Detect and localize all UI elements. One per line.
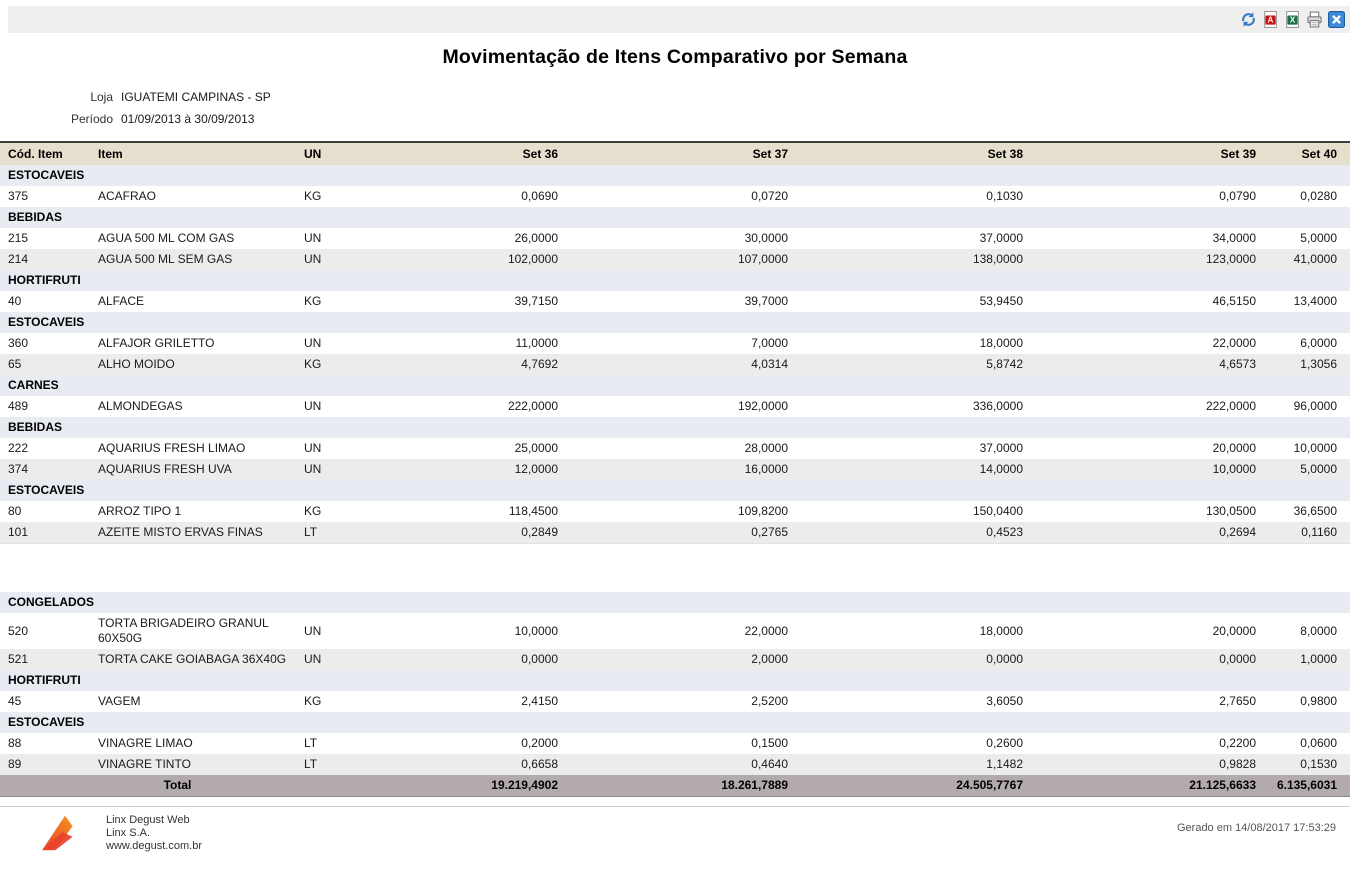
cell-week-value: 22,0000 xyxy=(1035,333,1268,354)
loja-label: Loja xyxy=(90,90,113,104)
table-row xyxy=(0,613,1350,649)
col-header-5: Set 38 xyxy=(800,142,1035,165)
table-row xyxy=(0,291,1350,312)
cell-week-value: 7,0000 xyxy=(570,333,800,354)
cell-week-value: 1,3056 xyxy=(1268,354,1350,375)
cell-week-value: 12,0000 xyxy=(355,459,570,480)
cell-week-value: 8,0000 xyxy=(1268,613,1350,649)
col-header-4: Set 37 xyxy=(570,142,800,165)
cell-week-value: 0,4640 xyxy=(570,754,800,775)
cell-un: LT xyxy=(296,733,355,754)
cell-week-value: 39,7000 xyxy=(570,291,800,312)
cell-cod-item: 375 xyxy=(0,186,90,207)
cell-week-value: 0,0000 xyxy=(800,649,1035,670)
category-row xyxy=(0,312,1350,333)
cell-week-value: 36,6500 xyxy=(1268,501,1350,522)
cell-week-value: 138,0000 xyxy=(800,249,1035,270)
linx-logo-icon xyxy=(34,812,96,852)
cell-week-value: 96,0000 xyxy=(1268,396,1350,417)
category-label: ESTOCAVEIS xyxy=(0,712,1350,733)
cell-cod-item: 489 xyxy=(0,396,90,417)
cell-week-value: 0,9828 xyxy=(1035,754,1268,775)
cell-un: KG xyxy=(296,691,355,712)
cell-week-value: 1,0000 xyxy=(1268,649,1350,670)
excel-export-icon[interactable] xyxy=(1284,11,1301,28)
category-label: BEBIDAS xyxy=(0,417,1350,438)
cell-week-value: 16,0000 xyxy=(570,459,800,480)
cell-week-value: 0,0690 xyxy=(355,186,570,207)
cell-week-value: 109,8200 xyxy=(570,501,800,522)
cell-cod-item: 222 xyxy=(0,438,90,459)
cell-week-value: 3,6050 xyxy=(800,691,1035,712)
cell-week-value: 0,0000 xyxy=(355,649,570,670)
periodo-label: Período xyxy=(70,112,113,126)
cell-week-value: 0,0000 xyxy=(1035,649,1268,670)
table-row xyxy=(0,186,1350,207)
cell-cod-item: 215 xyxy=(0,228,90,249)
category-row xyxy=(0,207,1350,228)
category-label: HORTIFRUTI xyxy=(0,270,1350,291)
cell-cod-item: 101 xyxy=(0,522,90,544)
category-row xyxy=(0,712,1350,733)
cell-un: UN xyxy=(296,649,355,670)
cell-week-value: 2,4150 xyxy=(355,691,570,712)
cell-week-value: 4,7692 xyxy=(355,354,570,375)
cell-un: UN xyxy=(296,228,355,249)
cell-item-name: ALFACE xyxy=(90,291,296,312)
report-table xyxy=(0,141,1350,797)
col-header-1: Item xyxy=(90,142,296,165)
cell-un: LT xyxy=(296,754,355,775)
cell-week-value: 0,6658 xyxy=(355,754,570,775)
cell-cod-item: 89 xyxy=(0,754,90,775)
print-icon[interactable] xyxy=(1306,11,1323,28)
cell-cod-item: 520 xyxy=(0,613,90,649)
cell-week-value: 0,0790 xyxy=(1035,186,1268,207)
cell-week-value: 0,2000 xyxy=(355,733,570,754)
cell-item-name: AZEITE MISTO ERVAS FINAS xyxy=(90,522,296,544)
cell-un: UN xyxy=(296,396,355,417)
cell-week-value: 10,0000 xyxy=(1035,459,1268,480)
category-label: ESTOCAVEIS xyxy=(0,480,1350,501)
cell-un: KG xyxy=(296,186,355,207)
loja-value: IGUATEMI CAMPINAS - SP xyxy=(121,90,271,104)
cell-week-value: 34,0000 xyxy=(1035,228,1268,249)
cell-item-name: VAGEM xyxy=(90,691,296,712)
cell-week-value: 0,1030 xyxy=(800,186,1035,207)
cell-week-value: 0,2849 xyxy=(355,522,570,544)
footer-company: Linx S.A. xyxy=(106,827,151,839)
section-gap-cell xyxy=(0,544,1350,593)
report-header-info xyxy=(38,90,1350,126)
table-row xyxy=(0,228,1350,249)
total-week-value: 19.219,4902 xyxy=(355,775,570,797)
total-week-value: 24.505,7767 xyxy=(800,775,1035,797)
periodo-value: 01/09/2013 à 30/09/2013 xyxy=(121,112,255,126)
refresh-icon[interactable] xyxy=(1240,11,1257,28)
cell-item-name: ACAFRAO xyxy=(90,186,296,207)
cell-week-value: 2,7650 xyxy=(1035,691,1268,712)
cell-week-value: 222,0000 xyxy=(355,396,570,417)
category-label: BEBIDAS xyxy=(0,207,1350,228)
table-row xyxy=(0,501,1350,522)
col-header-7: Set 40 xyxy=(1268,142,1350,165)
category-row xyxy=(0,417,1350,438)
cell-week-value: 30,0000 xyxy=(570,228,800,249)
cell-item-name: ALFAJOR GRILETTO xyxy=(90,333,296,354)
cell-week-value: 22,0000 xyxy=(570,613,800,649)
cell-week-value: 18,0000 xyxy=(800,333,1035,354)
cell-week-value: 46,5150 xyxy=(1035,291,1268,312)
cell-cod-item: 88 xyxy=(0,733,90,754)
category-row xyxy=(0,480,1350,501)
cell-week-value: 192,0000 xyxy=(570,396,800,417)
total-row xyxy=(0,775,1350,797)
page-title: Movimentação de Itens Comparativo por Semana xyxy=(442,46,908,68)
cell-week-value: 37,0000 xyxy=(800,438,1035,459)
generated-timestamp: Gerado em 14/08/2017 17:53:29 xyxy=(1176,822,1336,834)
cell-item-name: ARROZ TIPO 1 xyxy=(90,501,296,522)
cell-un: UN xyxy=(296,459,355,480)
cell-week-value: 28,0000 xyxy=(570,438,800,459)
cell-week-value: 11,0000 xyxy=(355,333,570,354)
cell-week-value: 10,0000 xyxy=(355,613,570,649)
cell-un: KG xyxy=(296,501,355,522)
category-row xyxy=(0,375,1350,396)
cell-week-value: 5,0000 xyxy=(1268,459,1350,480)
category-label: CARNES xyxy=(0,375,1350,396)
cell-week-value: 5,8742 xyxy=(800,354,1035,375)
cell-item-name: ALMONDEGAS xyxy=(90,396,296,417)
cell-week-value: 0,1530 xyxy=(1268,754,1350,775)
cell-week-value: 107,0000 xyxy=(570,249,800,270)
cell-week-value: 2,0000 xyxy=(570,649,800,670)
close-icon[interactable] xyxy=(1328,11,1345,28)
cell-week-value: 123,0000 xyxy=(1035,249,1268,270)
category-row xyxy=(0,270,1350,291)
cell-un: KG xyxy=(296,354,355,375)
cell-week-value: 2,5200 xyxy=(570,691,800,712)
col-header-6: Set 39 xyxy=(1035,142,1268,165)
cell-week-value: 20,0000 xyxy=(1035,613,1268,649)
cell-item-name: AGUA 500 ML COM GAS xyxy=(90,228,296,249)
cell-week-value: 39,7150 xyxy=(355,291,570,312)
cell-week-value: 20,0000 xyxy=(1035,438,1268,459)
cell-week-value: 13,4000 xyxy=(1268,291,1350,312)
total-week-value: 18.261,7889 xyxy=(570,775,800,797)
col-header-2: UN xyxy=(296,142,355,165)
cell-week-value: 0,2765 xyxy=(570,522,800,544)
table-row xyxy=(0,396,1350,417)
cell-cod-item: 214 xyxy=(0,249,90,270)
col-header-3: Set 36 xyxy=(355,142,570,165)
cell-cod-item: 65 xyxy=(0,354,90,375)
cell-week-value: 130,0500 xyxy=(1035,501,1268,522)
cell-item-name: VINAGRE TINTO xyxy=(90,754,296,775)
footer-product: Linx Degust Web xyxy=(106,814,190,826)
category-label: CONGELADOS xyxy=(0,592,1350,613)
cell-week-value: 18,0000 xyxy=(800,613,1035,649)
cell-week-value: 0,0600 xyxy=(1268,733,1350,754)
category-label: ESTOCAVEIS xyxy=(0,312,1350,333)
cell-week-value: 4,0314 xyxy=(570,354,800,375)
cell-week-value: 26,0000 xyxy=(355,228,570,249)
cell-item-name: AGUA 500 ML SEM GAS xyxy=(90,249,296,270)
cell-week-value: 25,0000 xyxy=(355,438,570,459)
svg-text:X: X xyxy=(1289,15,1296,25)
table-row xyxy=(0,354,1350,375)
cell-cod-item: 45 xyxy=(0,691,90,712)
cell-cod-item: 374 xyxy=(0,459,90,480)
cell-item-name: TORTA BRIGADEIRO GRANUL 60X50G xyxy=(90,613,296,649)
table-row xyxy=(0,754,1350,775)
cell-week-value: 0,1160 xyxy=(1268,522,1350,544)
report-footer xyxy=(0,806,1350,853)
table-row xyxy=(0,691,1350,712)
category-row xyxy=(0,670,1350,691)
toolbar xyxy=(8,6,1350,33)
cell-week-value: 0,1500 xyxy=(570,733,800,754)
table-row xyxy=(0,649,1350,670)
pdf-export-icon[interactable] xyxy=(1262,11,1279,28)
footer-website: www.degust.com.br xyxy=(106,840,202,852)
cell-un: UN xyxy=(296,333,355,354)
cell-cod-item: 80 xyxy=(0,501,90,522)
cell-week-value: 10,0000 xyxy=(1268,438,1350,459)
cell-week-value: 6,0000 xyxy=(1268,333,1350,354)
cell-item-name: AQUARIUS FRESH UVA xyxy=(90,459,296,480)
cell-item-name: TORTA CAKE GOIABAGA 36X40G xyxy=(90,649,296,670)
category-row xyxy=(0,165,1350,186)
cell-un: LT xyxy=(296,522,355,544)
cell-week-value: 0,9800 xyxy=(1268,691,1350,712)
cell-week-value: 1,1482 xyxy=(800,754,1035,775)
cell-week-value: 0,4523 xyxy=(800,522,1035,544)
cell-week-value: 102,0000 xyxy=(355,249,570,270)
cell-week-value: 4,6573 xyxy=(1035,354,1268,375)
table-row xyxy=(0,249,1350,270)
cell-week-value: 41,0000 xyxy=(1268,249,1350,270)
cell-week-value: 0,2694 xyxy=(1035,522,1268,544)
cell-cod-item: 40 xyxy=(0,291,90,312)
cell-item-name: ALHO MOIDO xyxy=(90,354,296,375)
category-label: ESTOCAVEIS xyxy=(0,165,1350,186)
svg-text:A: A xyxy=(1267,15,1274,25)
cell-un: UN xyxy=(296,438,355,459)
cell-week-value: 118,4500 xyxy=(355,501,570,522)
cell-week-value: 0,0280 xyxy=(1268,186,1350,207)
cell-week-value: 222,0000 xyxy=(1035,396,1268,417)
table-row xyxy=(0,733,1350,754)
table-row xyxy=(0,459,1350,480)
table-header-row xyxy=(0,142,1350,165)
cell-item-name: AQUARIUS FRESH LIMAO xyxy=(90,438,296,459)
cell-un: KG xyxy=(296,291,355,312)
cell-week-value: 0,0720 xyxy=(570,186,800,207)
section-gap xyxy=(0,544,1350,593)
cell-week-value: 14,0000 xyxy=(800,459,1035,480)
cell-week-value: 0,2600 xyxy=(800,733,1035,754)
cell-item-name: VINAGRE LIMAO xyxy=(90,733,296,754)
cell-cod-item: 360 xyxy=(0,333,90,354)
total-label: Total xyxy=(0,775,355,797)
category-label: HORTIFRUTI xyxy=(0,670,1350,691)
table-row xyxy=(0,333,1350,354)
table-row xyxy=(0,438,1350,459)
total-week-value: 6.135,6031 xyxy=(1268,775,1350,797)
cell-week-value: 5,0000 xyxy=(1268,228,1350,249)
cell-week-value: 336,0000 xyxy=(800,396,1035,417)
cell-un: UN xyxy=(296,613,355,649)
table-row xyxy=(0,522,1350,544)
cell-week-value: 0,2200 xyxy=(1035,733,1268,754)
category-row xyxy=(0,592,1350,613)
cell-week-value: 150,0400 xyxy=(800,501,1035,522)
total-week-value: 21.125,6633 xyxy=(1035,775,1268,797)
cell-un: UN xyxy=(296,249,355,270)
cell-cod-item: 521 xyxy=(0,649,90,670)
table-header xyxy=(0,142,1350,165)
cell-week-value: 37,0000 xyxy=(800,228,1035,249)
cell-week-value: 53,9450 xyxy=(800,291,1035,312)
col-header-0: Cód. Item xyxy=(0,142,90,165)
